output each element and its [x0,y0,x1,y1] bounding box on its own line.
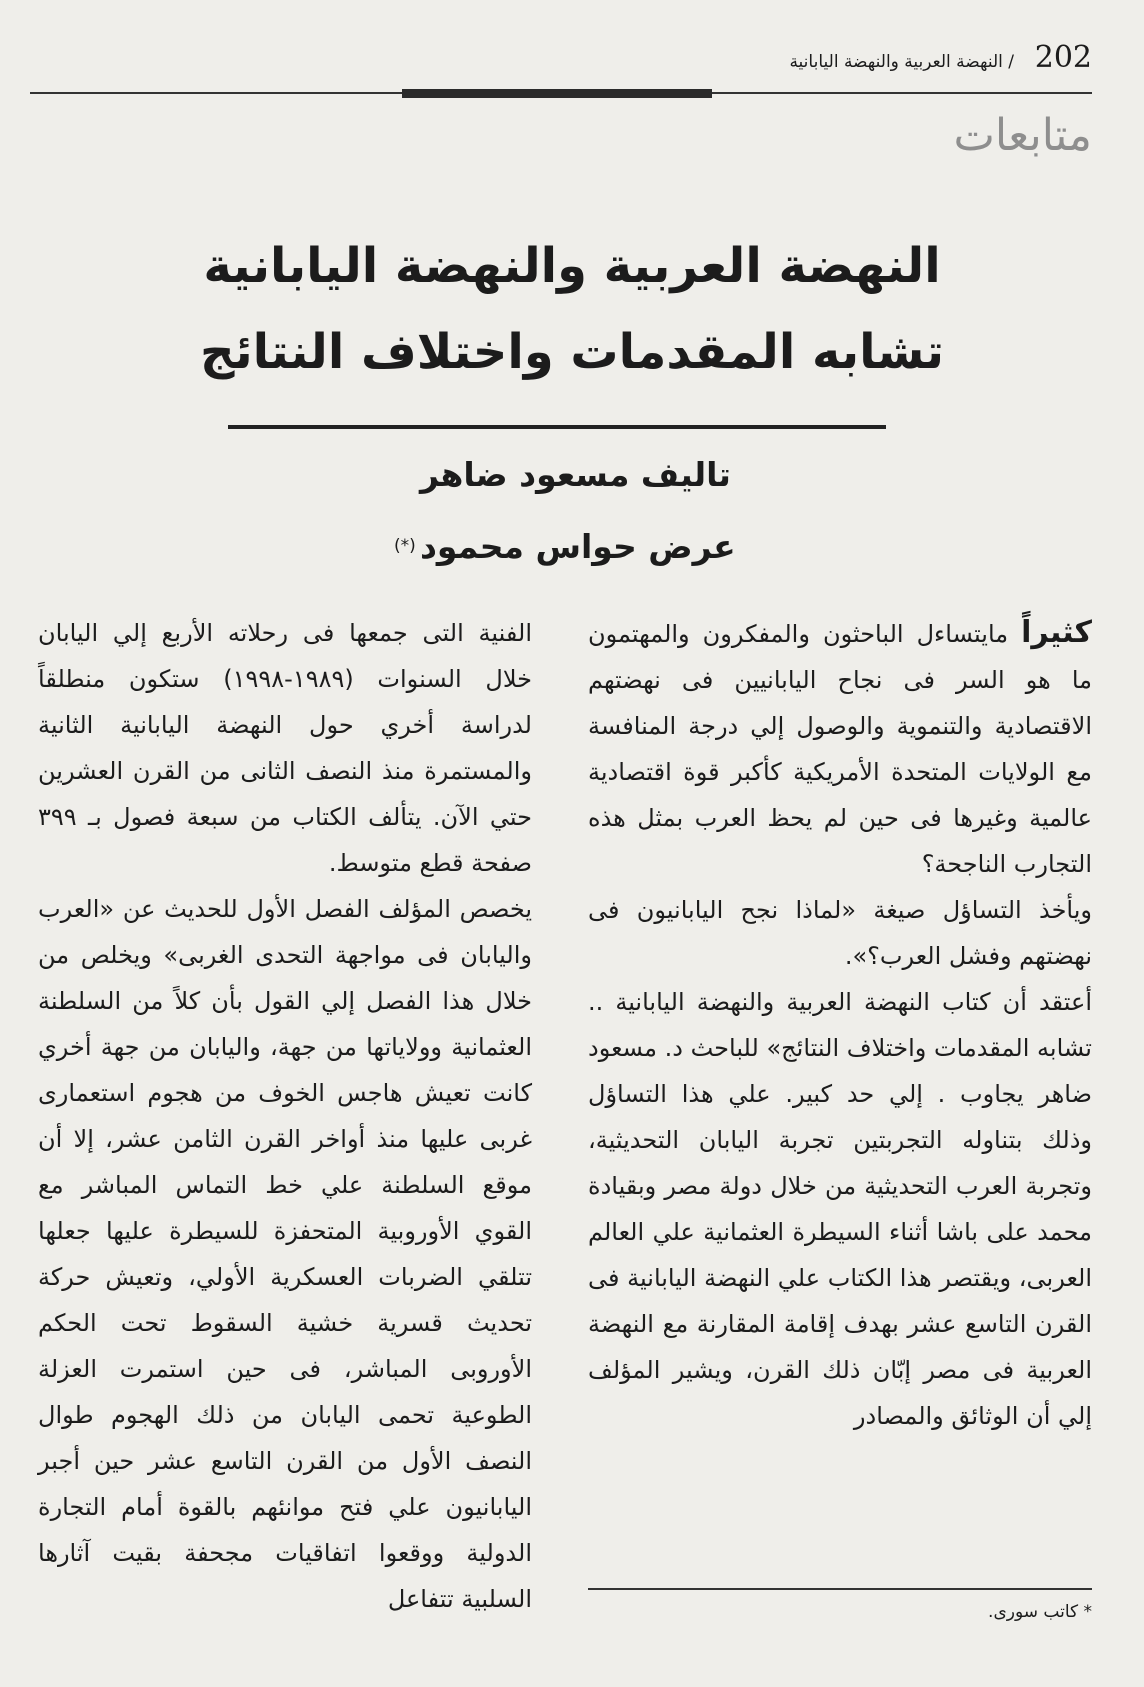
section-label: متابعات [953,110,1092,161]
lead-word: كثيراً [1021,615,1092,650]
footnote-text: * كاتب سورى. [988,1602,1092,1622]
article-title-line1: النهضة العربية والنهضة اليابانية [203,238,941,294]
header-bar [402,89,712,98]
page-number: 202 [1034,40,1092,75]
body-paragraph [588,610,1092,887]
article-title-line2: تشابه المقدمات واختلاف النتائج [199,324,945,380]
body-paragraph: ويأخذ التساؤل صيغة «لماذا نجح اليابانيون فى نهضتهم وفشل العرب؟». [588,896,1092,970]
body-paragraph: الفنية التى جمعها فى رحلاته الأربع إلي اليابان خلال السنوات (١٩٨٩-١٩٩٨) ستكون منطلقاً لدراسة أخري حول النهضة اليابانية الثانية والمستمرة منذ النصف الثانى من القرن العشرين حتي الآن. يتألف الكتاب من سبعة فصول بـ ٣٩٩ صفحة قطع متوسط. [38,619,532,877]
page-header [30,40,1092,82]
body-column-right [588,610,1092,1439]
author-byline: تاليف مسعود ضاهر [420,455,731,494]
body-paragraph: يخصص المؤلف الفصل الأول للحديث عن «العرب واليابان فى مواجهة التحدى الغربى» ويخلص من خلال هذا الفصل إلي القول بأن كلاً من السلطنة العثمانية وولاياتها من جهة، واليابان من جهة أخري كانت تعيش هاجس الخوف من هجوم استعمارى غربى عليها منذ أواخر القرن الثامن عشر، إلا أن موقع السلطنة علي خط التماس المباشر مع القوي الأوروبية المتحفزة للسيطرة عليها جعلها تتلقي الضربات العسكرية الأولي، وتعيش حركة تحديث قسرية خشية السقوط تحت الحكم الأوروبى المباشر، فى حين استمرت العزلة الطوعية تحمى اليابان من ذلك الهجوم طوال النصف الأول من القرن التاسع عشر حين أجبر اليابانيون علي فتح موانئهم بالقوة أمام التجارة الدولية ووقعوا اتفاقيات مجحفة بقيت آثارها السلبية تتفاعل [38,895,532,1613]
reviewer-byline: عرض حواس محمود [420,527,736,566]
footnote-rule [588,1588,1092,1590]
body-paragraph: أعتقد أن كتاب النهضة العربية والنهضة اليابانية .. تشابه المقدمات واختلاف النتائج» للباحث د. مسعود ضاهر يجاوب . إلي حد كبير. علي هذا التساؤل وذلك بتناوله التجربتين تجربة اليابان التحديثية، وتجربة العرب التحديثية من خلال دولة مصر وبقيادة محمد على باشا أثناء السيطرة العثمانية علي العالم العربى، ويقتصر هذا الكتاب علي النهضة اليابانية فى القرن التاسع عشر بهدف إقامة المقارنة مع النهضة العربية فى مصر إبّان ذلك القرن، ويشير المؤلف إلي أن الوثائق والمصادر [588,988,1092,1430]
body-column-left [38,610,532,1622]
paragraph-text: مايتساءل الباحثون والمفكرون والمهتمون ما هو السر فى نجاح اليابانيين فى نهضتهم الاقتصادية والتنموية والوصول إلي درجة المنافسة مع الولايات المتحدة الأمريكية كأكبر قوة اقتصادية عالمية وغيرها فى حين لم يحظ العرب بمثل هذه التجارب الناجحة؟ [588,620,1092,878]
title-rule [228,425,886,429]
footnote-marker: (*) [394,536,416,556]
running-title: / النهضة العربية والنهضة اليابانية [789,52,1014,72]
